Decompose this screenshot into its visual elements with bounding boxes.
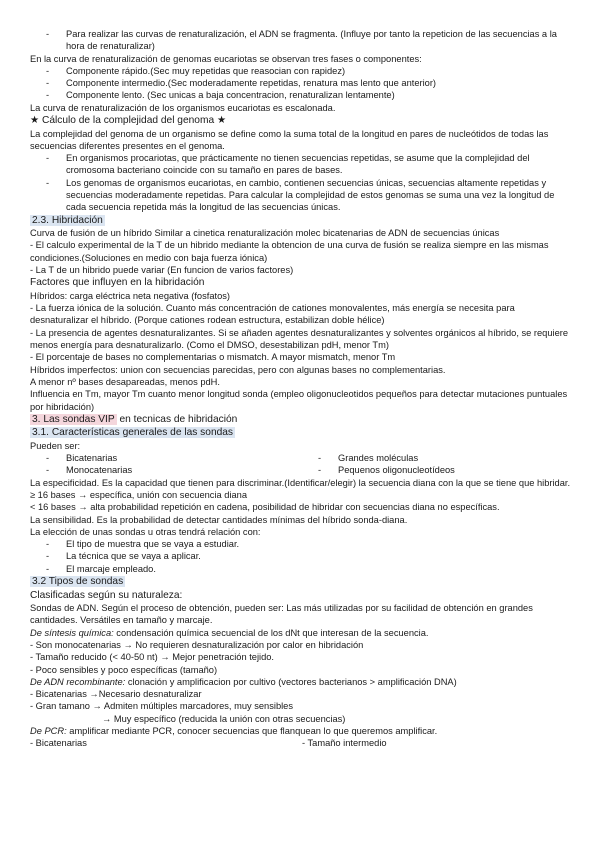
heading-2-3 (30, 214, 574, 228)
probe-types-row-1 (30, 452, 574, 464)
heading-3-2-text: 3.2 Tipos de sondas (32, 576, 124, 588)
paragraph-denaturing-agents: - La presencia de agentes desnaturalizantes. Si se añaden agentes desnaturalizantes y solventes orgánicos al híbrido, se requiere menos energía para desnaturalizarlo. (Como el DMSO, desestabilizan pdH, menor Tm) (30, 327, 569, 351)
list-item-single-stranded: - Monocatenarias (30, 464, 302, 476)
paragraph-hybrid-charge: Híbridos: carga eléctrica neta negativa (fosfatos) (30, 290, 230, 301)
paragraph-bicatenary-denature: - Bicatenarias →Necesario desnaturalizar (30, 689, 202, 700)
paragraph-classified: Clasificadas según su naturaleza: (30, 589, 183, 601)
paragraph-experimental-t: - El calculo experimental de la T de un hibrido mediante la obtencion de una curva de fusión se realiza siempre en las mismas condiciones.(Soluciones en medio con baja fuerza iónica) (30, 240, 549, 263)
paragraph-monocatenary: - Son monocatenarias → No requieren desnaturalización por calor en hibridación (30, 639, 364, 650)
heading-3-2 (30, 575, 574, 589)
paragraph-mismatch: - El porcentaje de bases no complementarias o mismatch. A mayor mismatch, menor Tm (30, 352, 396, 363)
paragraph-recombinant (30, 676, 574, 688)
bullet-fast-component: - Componente rápido.(Sec muy repetidas que reasocian con rapidez) (30, 65, 574, 77)
text-chemical-synthesis: condensación química secuencial de los dNt que interesan de la secuencia. (113, 627, 429, 638)
label-recombinant: De ADN recombinante: (30, 676, 126, 687)
bullet-sample-type: - El tipo de muestra que se vaya a estudiar. (30, 538, 574, 550)
paragraph-specificity: La especificidad. Es la capacidad que tienen para discriminar.(Identificar/elegir) la secuencia diana con la que se tiene que hibridar. (30, 477, 571, 488)
heading-factors: Factores que influyen en la hibridación (30, 277, 205, 289)
bullet-fragmentation: - Para realizar las curvas de renaturalización, el ADN se fragmenta. (Influye por tanto la repeticion de las secuencias a la hora de renaturalizar) (30, 28, 574, 53)
paragraph-renaturation-phases: En la curva de renaturalización de genomas eucariotas se observan tres fases o componentes: (30, 53, 422, 64)
paragraph-dna-probes: Sondas de ADN. Según el proceso de obtención, pueden ser: Las más utilizadas por su facilidad de obtención en grandes cantidades. Versátiles en tamaño y marcaje. (30, 603, 533, 626)
list-item-pcr-intermediate-size: - Tamaño intermedio (302, 738, 387, 749)
paragraph-very-specific: → Muy específico (reducida la unión con otras secuencias) (102, 713, 346, 724)
bullet-labeling: - El marcaje empleado. (30, 563, 574, 575)
heading-2-3-text: 2.3. Hibridación (32, 214, 103, 226)
list-item-double-stranded: - Bicatenarias (30, 452, 302, 464)
bullet-intermediate-component: - Componente intermedio.(Sec moderadamente repetidas, renatura mas lento que anterior) (30, 77, 574, 89)
paragraph-ionic-strength: - La fuerza iónica de la solución. Cuanto más concentración de cationes monovalentes, más energía se necesita para desnaturalizar el híbrido. (Porque cationes rodean estructura, estabilizan doble hélice) (30, 303, 515, 326)
heading-3-1-text: 3.1. Características generales de las sondas (32, 427, 234, 439)
paragraph-small-size: - Tamaño reducido (< 40-50 nt) → Mejor penetración tejido. (30, 652, 275, 663)
paragraph-16-bases-plus: ≥ 16 bases → específica, unión con secuencia diana (30, 490, 248, 500)
paragraph-chemical-synthesis (30, 627, 574, 639)
heading-3-rest: en tecnicas de hibridación (116, 413, 238, 425)
text-recombinant: clonación y amplificacion por cultivo (vectores bacterianos > amplificación DNA) (125, 676, 457, 687)
paragraph-imperfect-hybrids: Híbridos imperfectos: union con secuencias parecidas, pero con algunas bases no complementarias. (30, 364, 446, 375)
paragraph-t-varies: - La T de un hibrido puede variar (En funcion de varios factores) (30, 265, 294, 276)
bullet-slow-component: - Componente lento. (Sec unicas a baja concentracion, renaturalizan lentamente) (30, 89, 574, 101)
paragraph-pcr (30, 725, 574, 737)
label-pcr: De PCR: (30, 726, 67, 737)
paragraph-can-be: Pueden ser: (30, 440, 81, 451)
paragraph-complexity-definition: La complejidad del genoma de un organismo se define como la suma total de la longitud en pares de nucleótidos de todas las secuencias diferentes presentes en el genoma. (30, 128, 549, 151)
paragraph-large-size: - Gran tamano → Admiten múltiples marcadores, muy sensibles (30, 701, 293, 712)
paragraph-unpaired-bases: A menor nº bases desapareadas, menos pdH. (30, 376, 220, 387)
paragraph-tm-influence: Influencia en Tm, mayor Tm cuanto menor longitud sonda (empleo oligonucleotidos pequeños para detectar mutaciones puntuales por hibridación) (30, 389, 568, 412)
heading-3 (30, 413, 574, 427)
heading-3-highlight: 3. Las sondas VIP (32, 413, 115, 425)
bullet-prokaryotes: - En organismos procariotas, que prácticamente no tienen secuencias repetidas, se asume que la complejidad del cromosoma bacteriano coincide con su tamaño en pares de bases. (30, 152, 574, 177)
paragraph-stepped-curve: La curva de renaturalización de los organismos eucariotas es escalonada. (30, 102, 336, 113)
bullet-technique: - La técnica que se vaya a aplicar. (30, 550, 574, 562)
label-chemical-synthesis: De síntesis química: (30, 627, 114, 638)
list-item-large-molecules: - Grandes moléculas (302, 452, 574, 464)
bullet-eukaryotes: - Los genomas de organismos eucariotas, en cambio, contienen secuencias únicas, secuencias altamente repetidas y secuencias moderadamente repetidas. Para calcular la complejidad de estos genomas se suma una vez la longitud de cada secuencia repetida más la longitud de las secuencias únicas. (30, 177, 574, 214)
paragraph-sensitivity: La sensibilidad. Es la probabilidad de detectar cantidades mínimas del híbrido sonda-diana. (30, 514, 408, 525)
paragraph-choice: La elección de unas sondas u otras tendrá relación con: (30, 526, 261, 537)
pcr-properties-row (30, 737, 574, 749)
probe-types-row-2 (30, 464, 574, 476)
text-pcr: amplificar mediante PCR, conocer secuencias que flanquean lo que queremos amplificar. (66, 726, 438, 737)
paragraph-16-bases-minus: < 16 bases → alta probabilidad repetición en cadena, posibilidad de hibridar con secuencias diana no específicas. (30, 502, 500, 513)
paragraph-low-sensitivity: - Poco sensibles y poco específicas (tamaño) (30, 664, 218, 675)
paragraph-melting-curve: Curva de fusión de un híbrido Similar a cinetica renaturalización molec bicatenarias de ADN de secuencias únicas (30, 228, 500, 239)
heading-genome-complexity: ★ Cálculo de la complejidad del genoma ★ (30, 115, 227, 127)
heading-3-1 (30, 426, 574, 440)
list-item-small-oligos: - Pequenos oligonucleotídeos (302, 464, 574, 476)
list-item-pcr-bicatenary: - Bicatenarias (30, 738, 87, 749)
